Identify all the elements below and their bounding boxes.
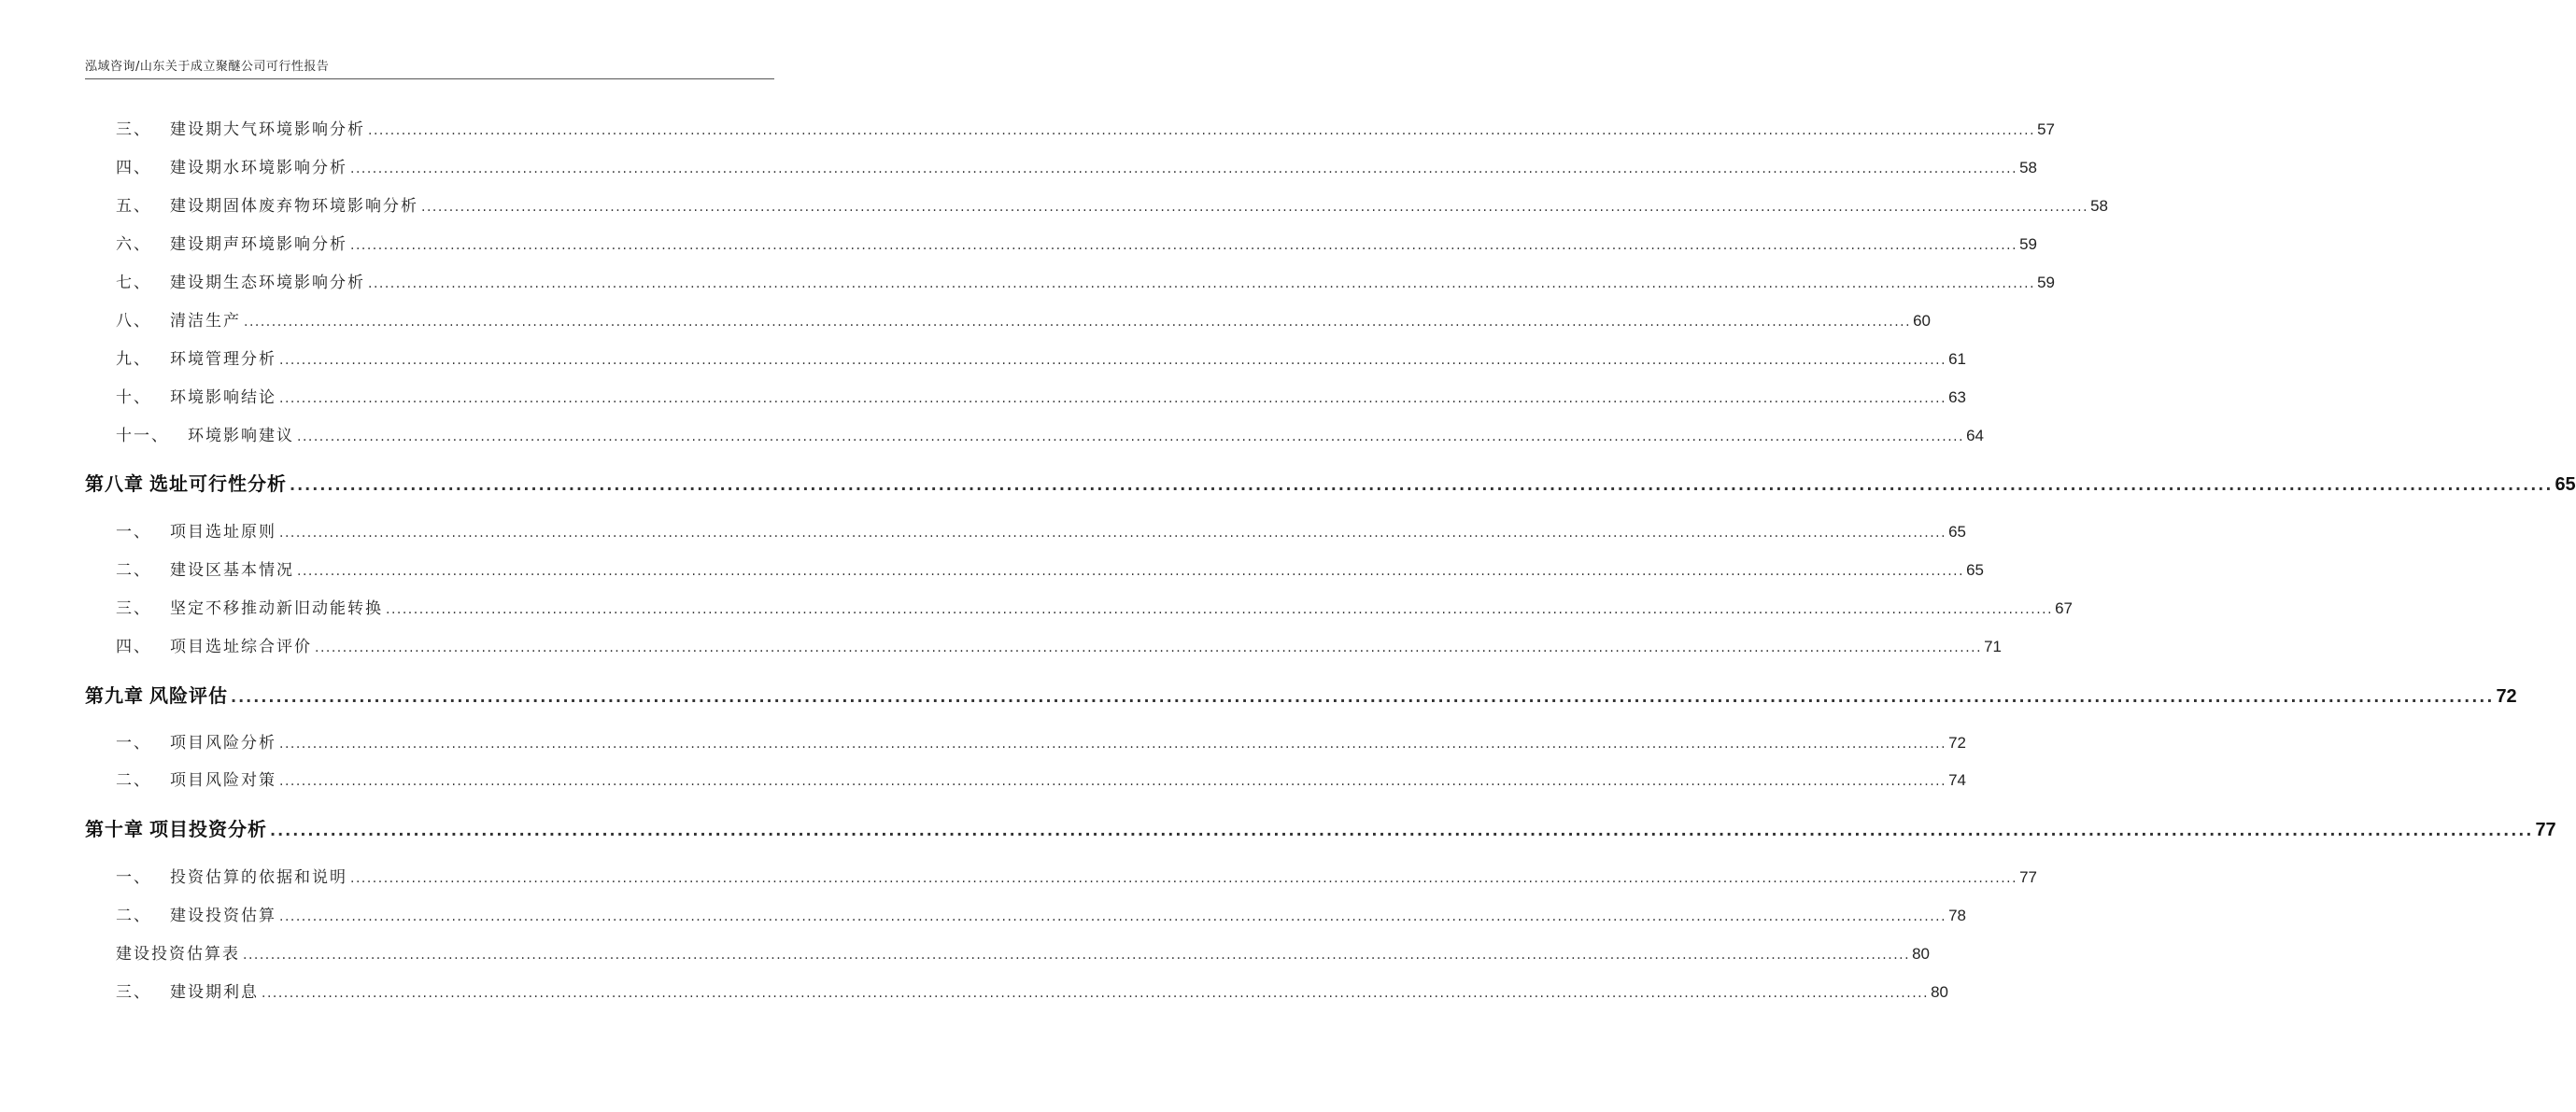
toc-page-number: 77 (2019, 868, 2037, 886)
dot-leader: ............................................................................................................................................................................................................................................................................................................ (297, 429, 1965, 444)
toc-entry-number: 十一、 (116, 427, 169, 445)
dot-leader: ............................................................................................................................................................................................................................................................................................................ (350, 871, 2018, 886)
toc-entry-title: 建设期生态环境影响分析 (170, 274, 365, 292)
dot-leader: ............................................................................................................................................................................................................................................................................................................ (386, 602, 2054, 617)
toc-page-number: 78 (1948, 907, 1966, 924)
toc-entry-title: 选址可行性分析 (149, 472, 287, 495)
dot-leader: ............................................................................................................................................................................................................................................................................................................ (262, 986, 1930, 1001)
toc-page-number: 59 (2019, 235, 2037, 253)
dot-leader: ............................................................................................................................................................................................................................................................................................................ (368, 123, 2036, 138)
toc-entry-number: 一、 (116, 868, 151, 887)
toc-entry-number: 二、 (116, 771, 151, 790)
toc-page-number: 65 (2555, 474, 2576, 495)
dot-leader: ............................................................................................................................................................................................................................................................................................................ (290, 476, 2554, 494)
toc-page-number: 72 (1948, 734, 1966, 752)
toc-section-entry[interactable] (85, 384, 1966, 407)
dot-leader: ............................................................................................................................................................................................................................................................................................................ (231, 688, 2495, 706)
toc-entry-title: 建设期利息 (170, 983, 259, 1002)
toc-entry-number: 二、 (116, 561, 151, 580)
toc-entry-title: 建设期固体废弃物环境影响分析 (170, 197, 418, 216)
toc-entry-title: 建设区基本情况 (170, 561, 294, 580)
toc-entry-title: 投资估算的依据和说明 (170, 868, 347, 887)
toc-entry-title: 建设期大气环境影响分析 (170, 120, 365, 139)
toc-section-entry[interactable] (85, 902, 1966, 925)
toc-entry-number: 三、 (116, 983, 151, 1002)
toc-page-number: 64 (1966, 427, 1984, 444)
dot-leader: ............................................................................................................................................................................................................................................................................................................ (243, 948, 1911, 963)
toc-chapter-entry[interactable] (85, 469, 2576, 496)
toc-entry-number: 第九章 (85, 684, 144, 707)
toc-entry-number: 四、 (116, 159, 151, 177)
toc-page-number: 72 (2496, 686, 2517, 707)
toc-entry-title: 项目风险分析 (170, 734, 276, 753)
toc-entry-title: 环境影响结论 (170, 388, 276, 407)
toc-page-number: 80 (1912, 945, 1930, 963)
dot-leader: ............................................................................................................................................................................................................................................................................................................ (350, 162, 2018, 176)
dot-leader: ............................................................................................................................................................................................................................................................................................................ (279, 774, 1947, 789)
toc-section-entry[interactable] (85, 978, 1948, 1002)
toc-page-number: 60 (1913, 312, 1931, 330)
toc-section-entry[interactable] (85, 633, 2002, 656)
toc-section-entry[interactable] (85, 864, 2037, 887)
dot-leader: ............................................................................................................................................................................................................................................................................................................ (270, 822, 2534, 839)
dot-leader: ............................................................................................................................................................................................................................................................................................................ (279, 526, 1947, 541)
dot-leader: ............................................................................................................................................................................................................................................................................................................ (279, 737, 1947, 752)
toc-page-number: 57 (2037, 120, 2055, 138)
toc-section-entry[interactable] (85, 345, 1966, 369)
toc-page-number: 74 (1948, 771, 1966, 789)
toc-entry-number: 四、 (116, 638, 151, 656)
toc-chapter-entry[interactable] (85, 814, 2556, 841)
toc-page-number: 71 (1984, 638, 2002, 655)
page-header: 泓域咨询/山东关于成立聚醚公司可行性报告 (85, 60, 330, 74)
toc-entry-number: 五、 (116, 197, 151, 216)
dot-leader: ............................................................................................................................................................................................................................................................................................................ (279, 353, 1947, 368)
toc-entry-number: 七、 (116, 274, 151, 292)
toc-page-number: 59 (2037, 274, 2055, 291)
toc-section-entry[interactable] (85, 940, 1930, 964)
toc-entry-number: 一、 (116, 734, 151, 753)
toc-section-entry[interactable] (85, 556, 1984, 580)
dot-leader: ............................................................................................................................................................................................................................................................................................................ (315, 640, 1983, 655)
toc-chapter-entry[interactable] (85, 681, 2517, 708)
toc-section-entry[interactable] (85, 422, 1984, 445)
toc-entry-title: 坚定不移推动新旧动能转换 (170, 599, 383, 618)
toc-entry-number: 八、 (116, 312, 151, 331)
toc-entry-number: 九、 (116, 350, 151, 369)
toc-page-number: 65 (1948, 523, 1966, 541)
header-divider (85, 78, 774, 79)
toc-entry-number: 十、 (116, 388, 151, 407)
dot-leader: ............................................................................................................................................................................................................................................................................................................ (421, 200, 2089, 215)
toc-page-number: 67 (2055, 599, 2073, 617)
toc-section-entry[interactable] (85, 307, 1931, 331)
toc-entry-title: 项目选址综合评价 (170, 638, 312, 656)
toc-entry-title: 清洁生产 (170, 312, 241, 331)
dot-leader: ............................................................................................................................................................................................................................................................................................................ (368, 276, 2036, 291)
toc-page-number: 80 (1931, 983, 1948, 1001)
toc-entry-title: 项目风险对策 (170, 771, 276, 790)
toc-page-number: 63 (1948, 388, 1966, 406)
toc-entry-number: 二、 (116, 907, 151, 925)
toc-entry-title: 项目选址原则 (170, 523, 276, 542)
toc-section-entry[interactable] (85, 154, 2037, 177)
toc-page-number: 65 (1966, 561, 1984, 579)
toc-entry-number: 六、 (116, 235, 151, 254)
toc-entry-title: 建设投资估算表 (116, 945, 240, 964)
toc-section-entry[interactable] (85, 116, 2055, 139)
toc-entry-title: 环境影响建议 (188, 427, 294, 445)
toc-section-entry[interactable] (85, 595, 2073, 618)
toc-section-entry[interactable] (85, 231, 2037, 254)
dot-leader: ............................................................................................................................................................................................................................................................................................................ (279, 909, 1947, 924)
toc-entry-title: 项目投资分析 (149, 818, 267, 840)
toc-entry-title: 建设期声环境影响分析 (170, 235, 347, 254)
toc-page-number: 77 (2535, 820, 2556, 840)
dot-leader: ............................................................................................................................................................................................................................................................................................................ (297, 564, 1965, 579)
toc-page-number: 58 (2019, 159, 2037, 176)
dot-leader: ............................................................................................................................................................................................................................................................................................................ (244, 315, 1912, 330)
dot-leader: ............................................................................................................................................................................................................................................................................................................ (279, 391, 1947, 406)
toc-section-entry[interactable] (85, 729, 1966, 753)
toc-section-entry[interactable] (85, 269, 2055, 292)
toc-entry-number: 三、 (116, 120, 151, 139)
toc-section-entry[interactable] (85, 192, 2108, 216)
toc-page-number: 58 (2090, 197, 2108, 215)
toc-page-number: 61 (1948, 350, 1966, 368)
toc-entry-title: 建设期水环境影响分析 (170, 159, 347, 177)
toc-section-entry[interactable] (85, 518, 1966, 542)
toc-entry-number: 第八章 (85, 472, 144, 495)
toc-entry-title: 建设投资估算 (170, 907, 276, 925)
toc-entry-title: 环境管理分析 (170, 350, 276, 369)
toc-section-entry[interactable] (85, 767, 1966, 790)
toc-entry-number: 三、 (116, 599, 151, 618)
toc-entry-number: 第十章 (85, 818, 144, 840)
toc-entry-number: 一、 (116, 523, 151, 542)
dot-leader: ............................................................................................................................................................................................................................................................................................................ (350, 238, 2018, 253)
toc-entry-title: 风险评估 (149, 684, 228, 707)
